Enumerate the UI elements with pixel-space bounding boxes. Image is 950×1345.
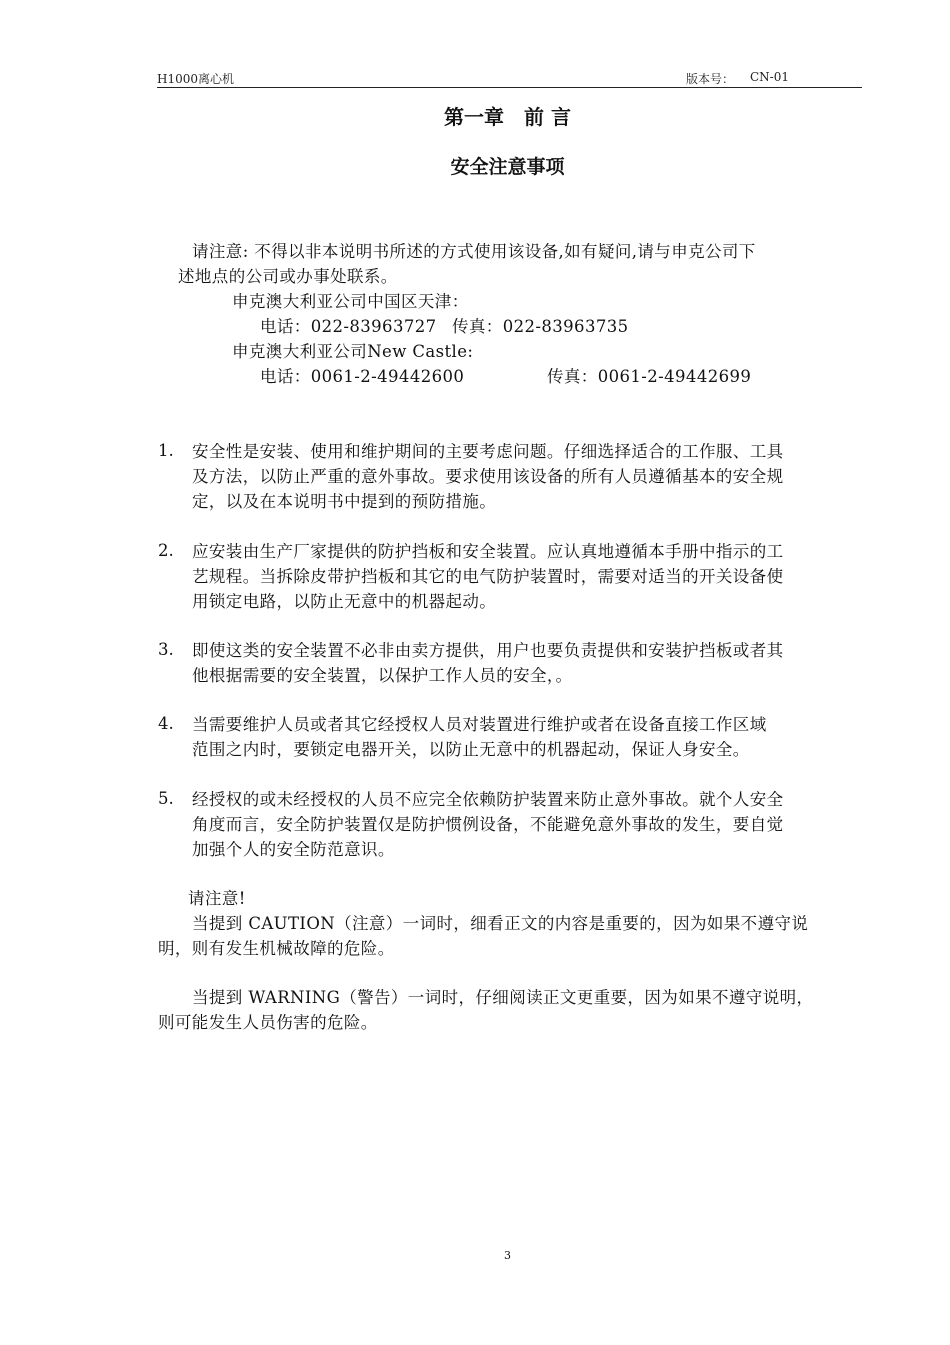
header-document-title: H1000离心机: [157, 72, 235, 86]
item-number: 1.: [158, 441, 174, 460]
closing-label: 请注意!: [188, 889, 246, 908]
notice-line-2: 述地点的公司或办事处联系。: [178, 267, 398, 286]
warning-line-1: 当提到 WARNING（警告）一词时，仔细阅读正文更重要，因为如果不遵守说明，: [192, 988, 814, 1007]
item-line: 即使这类的安全装置不必非由卖方提供，用户也要负责提供和安装护挡板或者其: [192, 641, 784, 660]
item-line: 他根据需要的安全装置，以保护工作人员的安全，。: [192, 666, 573, 685]
header-rule: [157, 87, 862, 88]
header-version-value: CN-01: [750, 70, 790, 84]
header-version-label: 版本号：: [686, 72, 735, 86]
item-number: 5.: [158, 789, 174, 808]
page-number: 3: [504, 1249, 511, 1262]
office-tianjin-fax: 传真：022-83963735: [452, 317, 629, 336]
item-line: 经授权的或未经授权的人员不应完全依赖防护装置来防止意外事故。就个人安全: [192, 790, 784, 809]
item-number: 3.: [158, 640, 174, 659]
item-line: 范围之内时，要锁定电器开关，以防止无意中的机器起动，保证人身安全。: [192, 740, 750, 759]
item-line: 应安装由生产厂家提供的防护挡板和安全装置。应认真地遵循本手册中指示的工: [192, 542, 784, 561]
office-newcastle-fax: 传真：0061-2-49442699: [547, 367, 752, 386]
item-line: 角度而言，安全防护装置仅是防护惯例设备，不能避免意外事故的发生，要自觉: [192, 815, 784, 834]
item-line: 用锁定电路，以防止无意中的机器起动。: [192, 592, 497, 611]
section-title: 安全注意事项: [450, 156, 565, 178]
office-tianjin-phone: 电话：022-83963727: [260, 317, 437, 336]
warning-line-2: 则可能发生人员伤害的危险。: [158, 1013, 378, 1032]
office-newcastle-phone: 电话：0061-2-49442600: [260, 367, 465, 386]
item-line: 安全性是安装、使用和维护期间的主要考虑问题。仔细选择适合的工作服、工具: [192, 442, 784, 461]
office-tianjin-name: 申克澳大利亚公司中国区天津：: [232, 292, 469, 311]
item-number: 2.: [158, 541, 174, 560]
item-line: 定，以及在本说明书中提到的预防措施。: [192, 492, 497, 511]
item-line: 当需要维护人员或者其它经授权人员对装置进行维护或者在设备直接工作区域: [192, 715, 767, 734]
chapter-title: 第一章 前 言: [444, 105, 571, 129]
office-newcastle-name: 申克澳大利亚公司New Castle:: [232, 342, 474, 361]
caution-line-2: 明，则有发生机械故障的危险。: [158, 939, 395, 958]
item-line: 艺规程。当拆除皮带护挡板和其它的电气防护装置时，需要对适当的开关设备使: [192, 567, 784, 586]
item-number: 4.: [158, 714, 174, 733]
item-line: 加强个人的安全防范意识。: [192, 840, 395, 859]
item-line: 及方法，以防止严重的意外事故。要求使用该设备的所有人员遵循基本的安全规: [192, 467, 784, 486]
notice-line-1: 请注意: 不得以非本说明书所述的方式使用该设备,如有疑问,请与申克公司下: [192, 242, 756, 261]
caution-line-1: 当提到 CAUTION（注意）一词时，细看正文的内容是重要的，因为如果不遵守说: [192, 914, 809, 933]
